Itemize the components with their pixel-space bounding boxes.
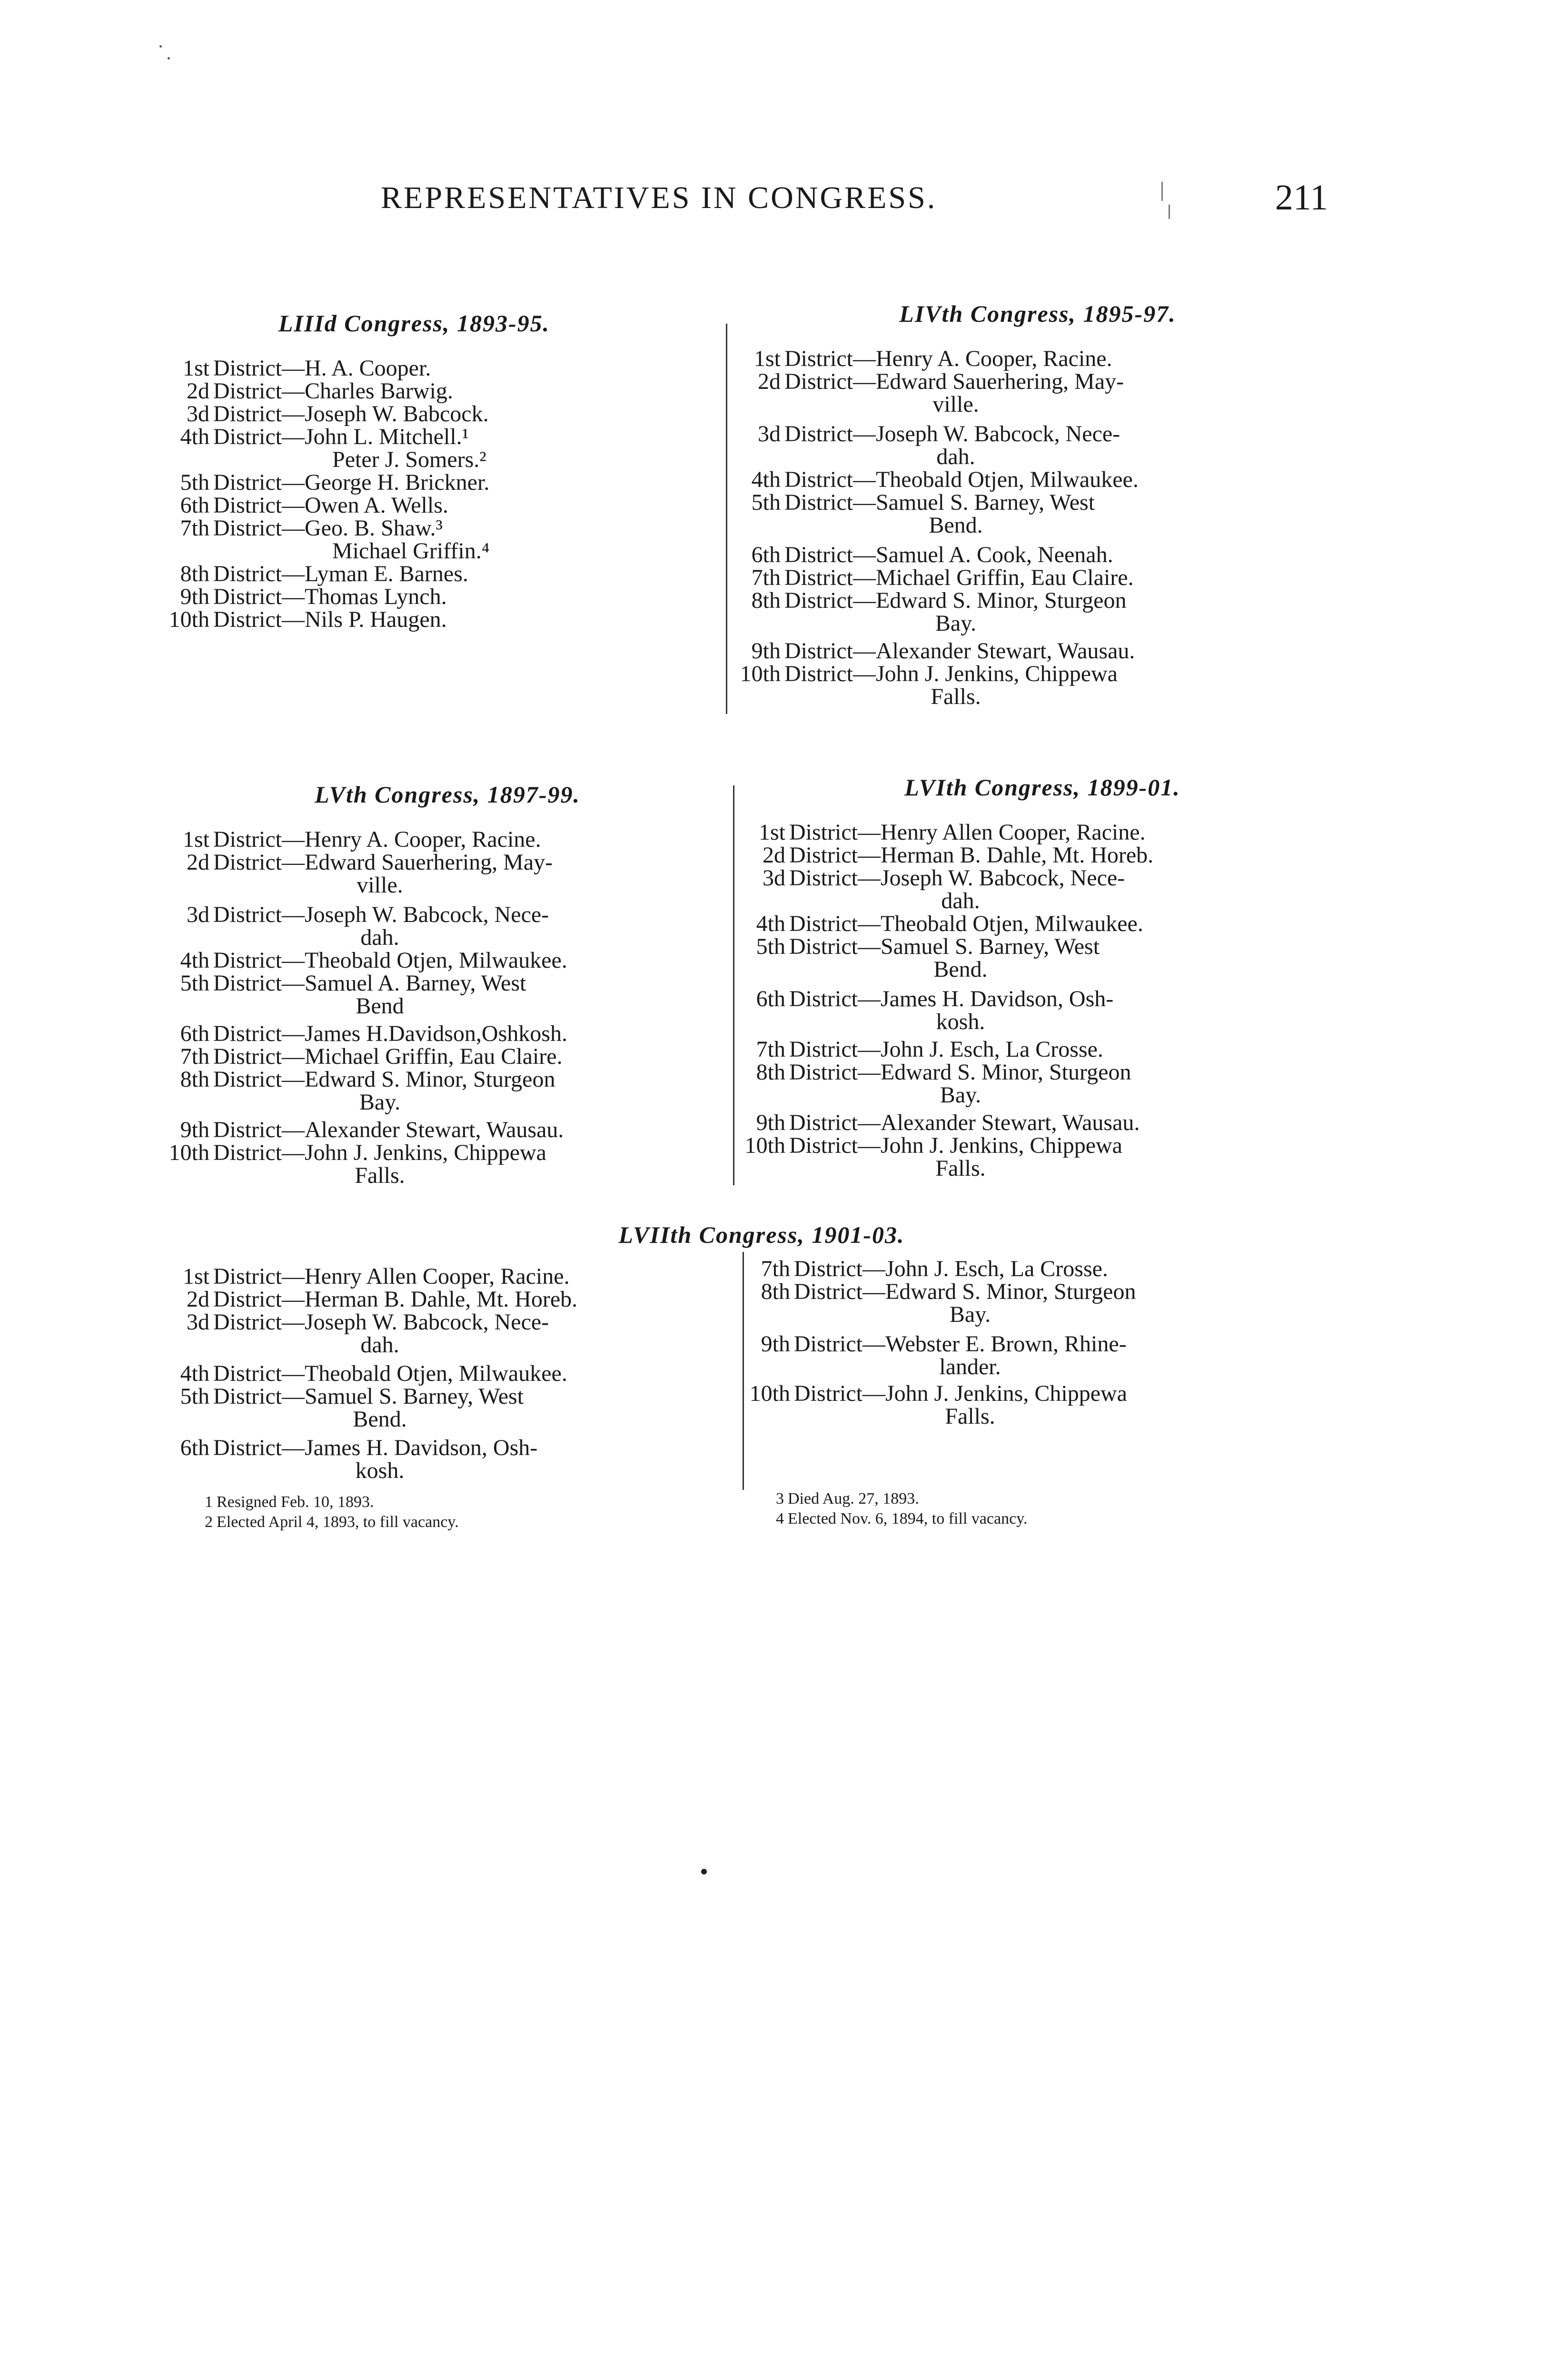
- congress-lviith-right: [743, 1258, 1352, 1428]
- list-item: 3d District—Joseph W. Babcock.: [187, 401, 489, 426]
- footnote: 4 Elected Nov. 6, 1894, to fill vacancy.: [776, 1510, 1028, 1527]
- list-item: 5th District—Samuel A. Barney, West Bend: [180, 971, 526, 1019]
- list-item: 4th District—Theobald Otjen, Milwaukee.: [180, 1361, 567, 1386]
- congress-title: LIIId Congress, 1893-95.: [278, 310, 550, 337]
- entry-list: [733, 347, 1342, 708]
- list-item: 7th District—Geo. B. Shaw.³ Michael Griffin.⁴: [180, 516, 490, 564]
- list-item: 5th District—Samuel S. Barney, West Bend.: [751, 490, 1095, 538]
- list-item: 7th District—John J. Esch, La Crosse.: [756, 1037, 1103, 1062]
- congress-liiid: [162, 309, 638, 631]
- list-item: 7th District—Michael Griffin, Eau Claire.: [180, 1044, 563, 1069]
- list-item: 5th District—Samuel S. Barney, West Bend.: [180, 1384, 524, 1432]
- list-item: 8th District—Edward S. Minor, Sturgeon Bay.: [751, 588, 1127, 636]
- list-item: 9th District—Alexander Stewart, Wausau.: [751, 638, 1135, 664]
- list-item: 2d District—Charles Barwig.: [187, 378, 453, 404]
- list-item: 10th District—John J. Jenkins, Chippewa Falls.: [744, 1133, 1122, 1181]
- entry-list: [738, 821, 1347, 1180]
- congress-title: LVth Congress, 1897-99.: [314, 781, 581, 808]
- entry-list: [162, 357, 638, 631]
- list-item: 2d District—Edward Sauerhering, May- ville.: [187, 850, 553, 898]
- ink-dot: [701, 1869, 707, 1874]
- list-item: 1st District—H. A. Cooper.: [182, 356, 431, 381]
- list-item: 9th District—Thomas Lynch.: [180, 584, 447, 609]
- list-item: 4th District—Theobald Otjen, Milwaukee.: [756, 911, 1143, 936]
- margin-mark: [1169, 205, 1170, 219]
- list-item: 6th District—Samuel A. Cook, Neenah.: [751, 542, 1113, 567]
- list-item: 8th District—Edward S. Minor, Sturgeon Bay.: [756, 1060, 1131, 1108]
- congress-lviith-title: LVIIth Congress, 1901-03.: [618, 1221, 905, 1248]
- list-item: 9th District—Alexander Stewart, Wausau.: [180, 1117, 564, 1142]
- list-item: 4th District—Theobald Otjen, Milwaukee.: [180, 948, 567, 973]
- list-item: 2d District—Herman B. Dahle, Mt. Horeb.: [187, 1287, 578, 1312]
- page-header: [381, 180, 1333, 228]
- list-item: 10th District—John J. Jenkins, Chippewa Falls.: [168, 1140, 546, 1188]
- list-item: 5th District—George H. Brickner.: [180, 470, 490, 495]
- ink-speck: [159, 45, 162, 48]
- ink-speck: [168, 57, 170, 60]
- list-item: 9th District—Webster E. Brown, Rhine- lander.: [761, 1331, 1127, 1379]
- list-item: 10th District—John J. Jenkins, Chippewa Falls.: [749, 1381, 1127, 1429]
- congress-title: LVIth Congress, 1899-01.: [904, 774, 1180, 801]
- congress-lvith: [738, 774, 1347, 1180]
- list-item: 2d District—Herman B. Dahle, Mt. Horeb.: [763, 843, 1154, 868]
- column-divider: [726, 324, 727, 714]
- list-item: 2d District—Edward Sauerhering, May- ville.: [758, 369, 1124, 417]
- footnotes-left: [205, 1492, 728, 1532]
- list-item: 9th District—Alexander Stewart, Wausau.: [756, 1110, 1140, 1135]
- list-item: 3d District—Joseph W. Babcock, Nece- dah.: [187, 902, 549, 950]
- list-item: 8th District—Lyman E. Barnes.: [180, 561, 468, 586]
- entry-list: [162, 828, 733, 1187]
- column-divider: [733, 785, 734, 1185]
- list-item: 7th District—John J. Esch, La Crosse.: [761, 1256, 1108, 1281]
- margin-mark: [1161, 182, 1163, 201]
- list-item: 3d District—Joseph W. Babcock, Nece- dah.: [758, 421, 1120, 469]
- congress-title: LIVth Congress, 1895-97.: [899, 300, 1176, 327]
- congress-livth: [733, 300, 1342, 708]
- congress-lviith-left: [162, 1265, 733, 1482]
- footnote: 1 Resigned Feb. 10, 1893.: [205, 1493, 374, 1511]
- list-item: 4th District—John L. Mitchell.¹ Peter J. Somers.²: [180, 424, 486, 472]
- list-item: 4th District—Theobald Otjen, Milwaukee.: [751, 467, 1139, 492]
- list-item: 6th District—James H.Davidson,Oshkosh.: [180, 1021, 567, 1046]
- list-item: 3d District—Joseph W. Babcock, Nece- dah.: [187, 1309, 549, 1358]
- list-item: 6th District—James H. Davidson, Osh- kosh.: [180, 1435, 538, 1483]
- list-item: 8th District—Edward S. Minor, Sturgeon Bay.: [180, 1067, 555, 1115]
- footnotes-right: [776, 1489, 1299, 1529]
- list-item: 8th District—Edward S. Minor, Sturgeon Bay.: [761, 1279, 1136, 1327]
- list-item: 1st District—Henry A. Cooper, Racine.: [182, 827, 541, 852]
- list-item: 6th District—Owen A. Wells.: [180, 493, 448, 518]
- list-item: 3d District—Joseph W. Babcock, Nece- dah.: [763, 865, 1125, 913]
- list-item: 1st District—Henry A. Cooper, Racine.: [753, 346, 1112, 371]
- list-item: 7th District—Michael Griffin, Eau Claire.: [751, 565, 1134, 590]
- list-item: 1st District—Henry Allen Cooper, Racine.: [182, 1264, 570, 1289]
- footnote: 3 Died Aug. 27, 1893.: [776, 1490, 919, 1507]
- list-item: 5th District—Samuel S. Barney, West Bend.: [756, 934, 1100, 982]
- congress-lvth: [162, 781, 733, 1187]
- list-item: 10th District—John J. Jenkins, Chippewa Falls.: [740, 661, 1118, 709]
- list-item: 1st District—Henry Allen Cooper, Racine.: [758, 820, 1146, 845]
- list-item: 10th District—Nils P. Haugen.: [168, 607, 447, 632]
- footnote: 2 Elected April 4, 1893, to fill vacancy.: [205, 1513, 459, 1531]
- page-number: 211: [1275, 178, 1328, 218]
- page-title: REPRESENTATIVES IN CONGRESS.: [381, 180, 937, 215]
- list-item: 6th District—James H. Davidson, Osh- kosh.: [756, 986, 1114, 1034]
